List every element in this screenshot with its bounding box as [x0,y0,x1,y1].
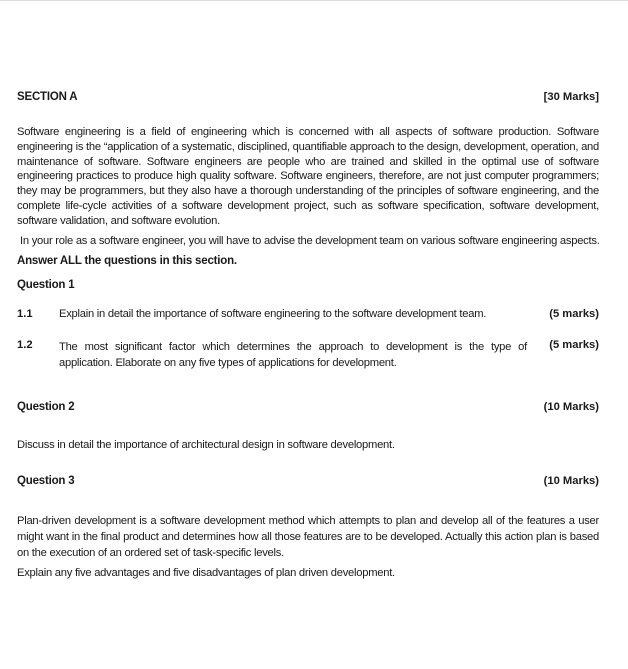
question3-instruction: Explain any five advantages and five disadvantages of plan driven development. [17,567,395,579]
question1-title: Question 1 [17,279,75,291]
section-title: SECTION A [17,91,78,103]
question1-item-marks: (5 marks) [549,308,599,320]
question2-marks: (10 Marks) [543,401,599,413]
question2-title: Question 2 [17,401,75,413]
question3-paragraph: Plan-driven development is a software development method which attempts to plan and develop all of the features a user might want in the final product and determines how all those features are to be developed. Actually this action plan is based on the execution of an ordered set of task-specific levels. [17,515,599,559]
answer-instruction: Answer ALL the questions in this section. [17,255,237,267]
question3-marks: (10 Marks) [543,475,599,487]
top-divider [0,0,628,1]
question1-item-number: 1.2 [17,339,33,351]
question2-text: Discuss in detail the importance of architectural design in software development. [17,439,395,451]
section-marks: [30 Marks] [543,91,599,103]
intro-paragraph: Software engineering is a field of engineering which is concerned with all aspects of software production. Software engineering is the “application of a systematic, disciplined, quantifiable approach to the design, development, operation, and maintenance of software. Software engineers are people who are trained and skilled in the optimal use of software engineering practices to produce high quality software. Software engineers, therefore, are not just computer programmers; they may be programmers, but they also have a thorough understanding of the principles of software engineering, and the complete life-cycle activities of a software development project, such as software specification, software development, software validation, and software evolution. [17,126,599,227]
role-line: In your role as a software engineer, you will have to advise the development team on various software engineering aspects. [20,235,600,247]
question1-item-text: The most significant factor which determines the approach to development is the type of application. Elaborate on any five types of applications for development. [59,341,527,369]
question1-item-marks: (5 marks) [549,339,599,351]
question3-title: Question 3 [17,475,75,487]
question1-item-number: 1.1 [17,308,33,320]
question1-item-text: Explain in detail the importance of software engineering to the software development team. [59,308,487,320]
